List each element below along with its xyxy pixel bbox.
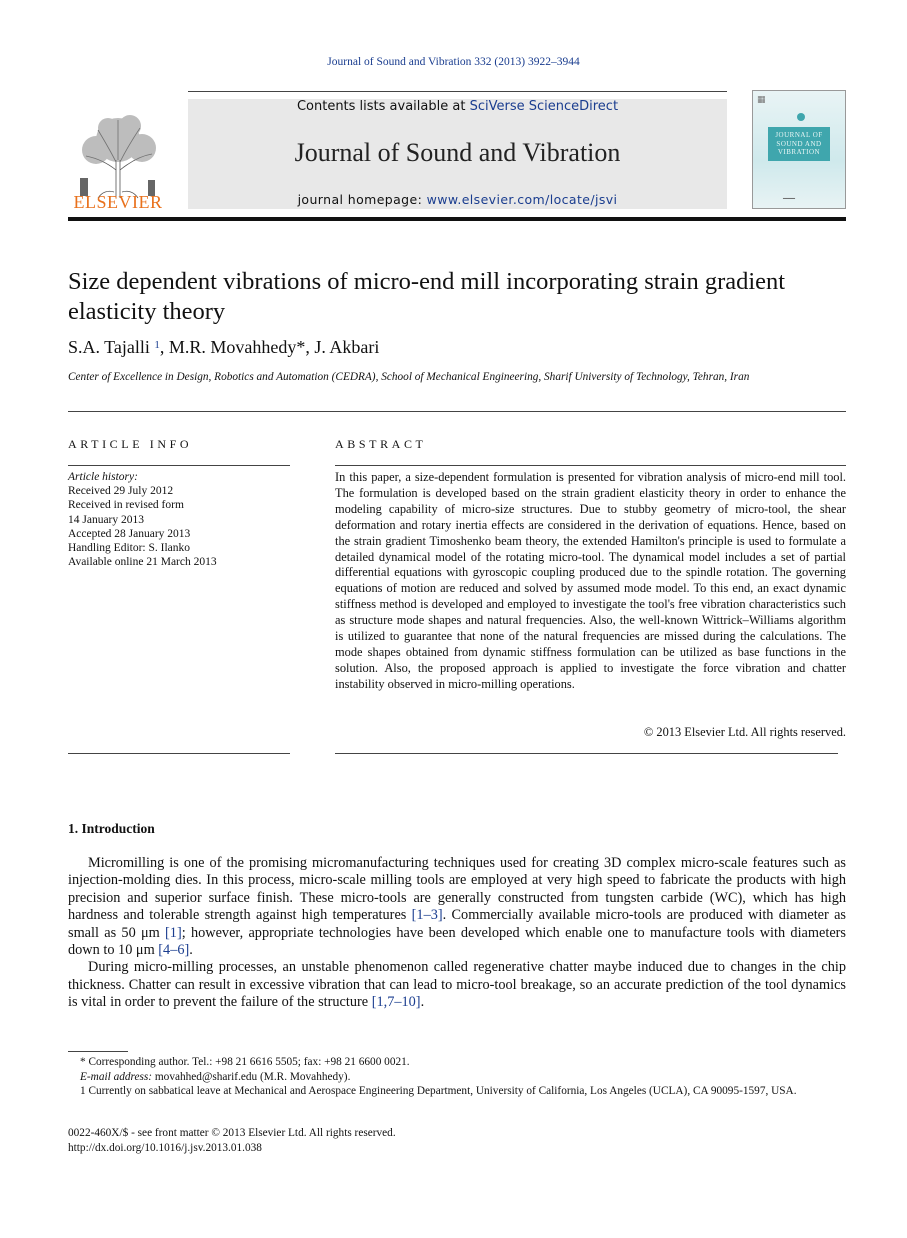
text-run: . [420, 994, 425, 1011]
affiliation: Center of Excellence in Design, Robotics and Automation (CEDRA), School of Mechanical Engineering, Sharif University of Technology, Tehran, Iran [68, 371, 750, 383]
cover-emblem-icon [797, 113, 805, 121]
author-name[interactable]: M.R. Movahhedy [168, 337, 297, 357]
article-history [68, 470, 290, 569]
footnote-corresponding: * Corresponding author. Tel.: +98 21 6616 5505; fax: +98 21 6600 0021. [80, 1056, 410, 1068]
text-run: . Commercially available micro-tools are produced with diameter as small as 50 μm [68, 907, 846, 941]
cover-title: JOURNAL OF SOUND AND VIBRATION [768, 127, 830, 161]
author-name[interactable]: S.A. Tajalli [68, 337, 150, 357]
elsevier-wordmark: ELSEVIER [73, 192, 163, 212]
citation-link[interactable]: [1] [165, 924, 182, 941]
abstract-body: In this paper, a size-dependent formulation is presented for vibration analysis of micro-end mill tool. The formulation is developed based on the strain gradient elasticity theory in order to enhance the modeling capability of micro-size structures. Due to stubby geometry of micro-tool, the shear deformation and rotary inertia effects are considered in the derivation of equations. Hence, based on the strain gradient Timoshenko beam theory, the extended Hamilton's principle is used to formulate a detailed dynamical model of the rotating micro-tool. The dynamical model includes a set of partial differential equations with gyroscopic coupling produced due to the spindle rotation. The governing equations of motion are reduced and solved by assumed mode model. To this end, an exact dynamic stiffness method is developed and employed to investigate the tool's free vibration characteristics such as structure mode shapes and natural frequencies. Also, the well-known Wittrick–Williams algorithm is utilized to guarantee that none of the natural frequencies are missed during the calculations. The mode shapes obtained from dynamic stiffness formulation can be utilized as base functions in the solution. Also, the proposed approach is applied to investigate the force vibration and chatter instability observed in micro-milling operations. [335, 470, 846, 691]
footnotes [68, 1055, 846, 1099]
text-run: During micro-milling processes, an unstable phenomenon called regenerative chatter maybe induced due to changes in the chip thickness. Chatter can result in excessive vibration that can lead to micro-tool breakage, so an accurate prediction of the tool dynamics is vital in order to prevent the failure of the structure [68, 959, 846, 1011]
text-run: . [189, 942, 193, 959]
article-info-top-rule [68, 465, 290, 466]
history-item: 14 January 2013 [68, 513, 145, 526]
journal-citation[interactable]: Journal of Sound and Vibration 332 (2013) 3922–3944 [327, 56, 580, 68]
homepage-line [188, 192, 727, 207]
front-matter [68, 1126, 846, 1155]
homepage-link[interactable]: www.elsevier.com/locate/jsvi [426, 192, 618, 207]
abstract-heading: ABSTRACT [335, 437, 427, 451]
header-thick-rule [68, 217, 846, 221]
footnote-1: 1 Currently on sabbatical leave at Mechanical and Aerospace Engineering Department, University of California, Los Angeles (UCLA), CA 90095-1597, USA. [80, 1085, 797, 1098]
article-info-heading: ARTICLE INFO [68, 437, 193, 451]
abstract-top-rule [335, 465, 846, 466]
history-label: Article history: [68, 471, 138, 483]
doi-link[interactable]: http://dx.doi.org/10.1016/j.jsv.2013.01.038 [68, 1141, 262, 1154]
issn-line: 0022-460X/$ - see front matter © 2013 Elsevier Ltd. All rights reserved. [68, 1127, 396, 1139]
cover-footer-wordmark: ━━━━ [783, 197, 796, 202]
history-item: Received in revised form [68, 499, 184, 512]
email-label: E-mail address: [80, 1070, 153, 1083]
intro-paragraph [68, 959, 846, 1011]
contents-prefix: Contents lists available at [296, 99, 470, 114]
affiliation-rule [68, 411, 846, 412]
author-name[interactable]: J. Akbari [314, 337, 380, 357]
history-item: Handling Editor: S. Ilanko [68, 542, 191, 555]
sciencedirect-link[interactable]: SciVerse ScienceDirect [469, 99, 619, 114]
introduction-heading: 1. Introduction [68, 821, 155, 836]
journal-cover-thumbnail[interactable] [752, 90, 846, 209]
email-value[interactable]: movahhed@sharif.edu (M.R. Movahhedy). [152, 1070, 351, 1083]
citation-link[interactable]: [4–6] [158, 942, 190, 959]
footnote-email [68, 1070, 846, 1085]
abstract-bottom-rule [335, 753, 838, 754]
history-item: Available online 21 March 2013 [68, 556, 217, 569]
article-info-bottom-rule [68, 753, 290, 754]
contents-line [188, 99, 727, 114]
abstract-copyright: © 2013 Elsevier Ltd. All rights reserved. [643, 725, 846, 739]
history-item: Accepted 28 January 2013 [68, 527, 191, 540]
introduction-body [68, 855, 846, 1012]
article-title: Size dependent vibrations of micro-end mill incorporating strain gradient elasticity theory [68, 268, 786, 325]
text-run: Micromilling is one of the promising micromanufacturing techniques used for creating 3D complex micro-scale features such as injection-molding dies. In this process, micro-scale milling tools are employed at very high speed to fabricate the products with high precision and superior surface finish. These micro-tools are generally constructed from tungsten carbide (WC), which has high hardness and tolerable strength against high temperatures [68, 855, 846, 924]
footnote-rule [68, 1051, 128, 1052]
text-run: ; however, appropriate technologies have been developed which enable one to manufacture tools with diameters down to 10 μm [68, 924, 846, 959]
journal-name: Journal of Sound and Vibration [294, 138, 621, 167]
citation-link[interactable]: [1,7–10] [371, 994, 421, 1011]
header-top-rule [188, 91, 727, 92]
corresponding-mark[interactable]: * [296, 337, 306, 357]
homepage-prefix: journal homepage: [297, 192, 427, 207]
citation-link[interactable]: [1–3] [411, 907, 443, 924]
history-item: Received 29 July 2012 [68, 485, 174, 498]
intro-paragraph [68, 855, 846, 959]
author-list: S.A. Tajalli $^1$, M.R. Movahhedy*, J. Akbari [68, 337, 380, 357]
cover-publisher-mark: ▦ [757, 94, 766, 104]
author-footnote-mark[interactable]: 1 [154, 339, 160, 351]
